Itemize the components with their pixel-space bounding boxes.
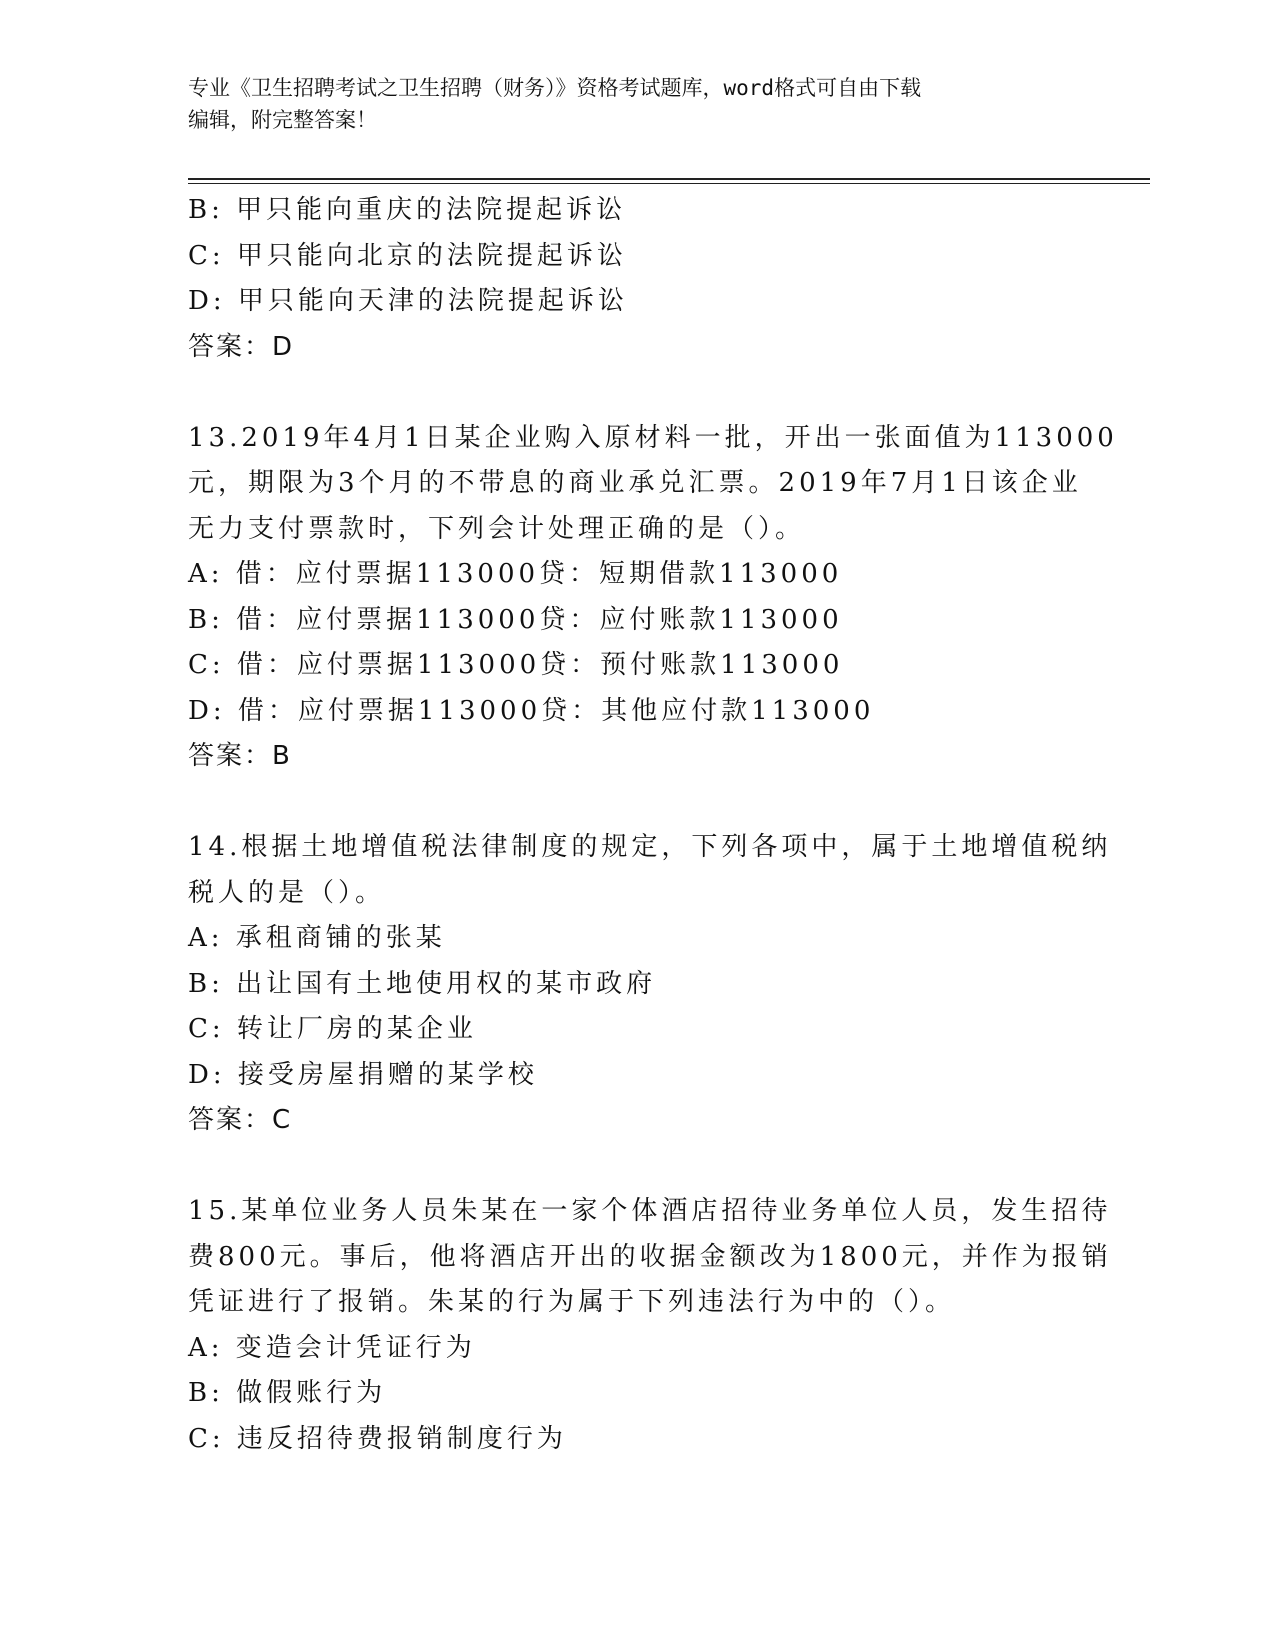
spacer: [188, 780, 1088, 826]
page-content: [188, 188, 1118, 1462]
option-b: B: 做假账行为: [188, 1378, 387, 1408]
question-14: [188, 825, 1112, 1144]
header-divider-thin: [188, 183, 1150, 184]
option-d: D: 借：应付票据113000贷：其他应付款113000: [188, 695, 875, 726]
option-d: D: 甲只能向天津的法院提起诉讼: [188, 286, 628, 316]
option-a: A: 借：应付票据113000贷：短期借款113000: [188, 559, 843, 589]
header-divider-thick: [188, 178, 1150, 180]
option-c: C: 甲只能向北京的法院提起诉讼: [188, 240, 627, 271]
answer-line: 答案：D: [188, 331, 295, 362]
question-13: [188, 416, 1118, 780]
option-c: C: 转让厂房的某企业: [188, 1014, 477, 1044]
option-c: C: 借：应付票据113000贷：预付账款113000: [188, 650, 844, 680]
option-a: A: 变造会计凭证行为: [188, 1332, 476, 1363]
question-15: [188, 1189, 1112, 1462]
spacer: [188, 1144, 1088, 1190]
option-c: C: 违反招待费报销制度行为: [188, 1423, 567, 1454]
question-stem-line: 15.某单位业务人员朱某在一家个体酒店招待业务单位人员，发生招待: [188, 1196, 1112, 1226]
question-stem-line: 费800元。事后，他将酒店开出的收据金额改为1800元，并作为报销: [188, 1241, 1112, 1272]
answer-line: 答案：B: [188, 741, 292, 771]
option-b: B: 出让国有土地使用权的某市政府: [188, 968, 657, 999]
answer-line: 答案：C: [188, 1105, 293, 1135]
question-stem-line: 13.2019年4月1日某企业购入原材料一批，开出一张面值为113000: [188, 422, 1118, 453]
question-stem-line: 元，期限为3个月的不带息的商业承兑汇票。2019年7月1日该企业: [188, 468, 1082, 498]
question-stem-line: 无力支付票款时，下列会计处理正确的是（）。: [188, 513, 806, 544]
question-stem-line: 14.根据土地增值税法律制度的规定，下列各项中，属于土地增值税纳: [188, 832, 1112, 862]
option-d: D: 接受房屋捐赠的某学校: [188, 1059, 538, 1090]
option-b: B: 甲只能向重庆的法院提起诉讼: [188, 195, 627, 225]
question-stem-line: 凭证进行了报销。朱某的行为属于下列违法行为中的（）。: [188, 1287, 956, 1317]
header-line-1: 专业《卫生招聘考试之卫生招聘（财务）》资格考试题库，word格式可自由下载: [188, 76, 922, 100]
option-b: B: 借：应付票据113000贷：应付账款113000: [188, 604, 843, 635]
document-header: [188, 72, 1068, 136]
question-stem-line: 税人的是（）。: [188, 877, 386, 908]
spacer: [188, 370, 1088, 416]
option-a: A: 承租商铺的张某: [188, 923, 446, 953]
question-12-tail: [188, 188, 1088, 370]
header-line-2: 编辑，附完整答案！: [188, 108, 377, 132]
